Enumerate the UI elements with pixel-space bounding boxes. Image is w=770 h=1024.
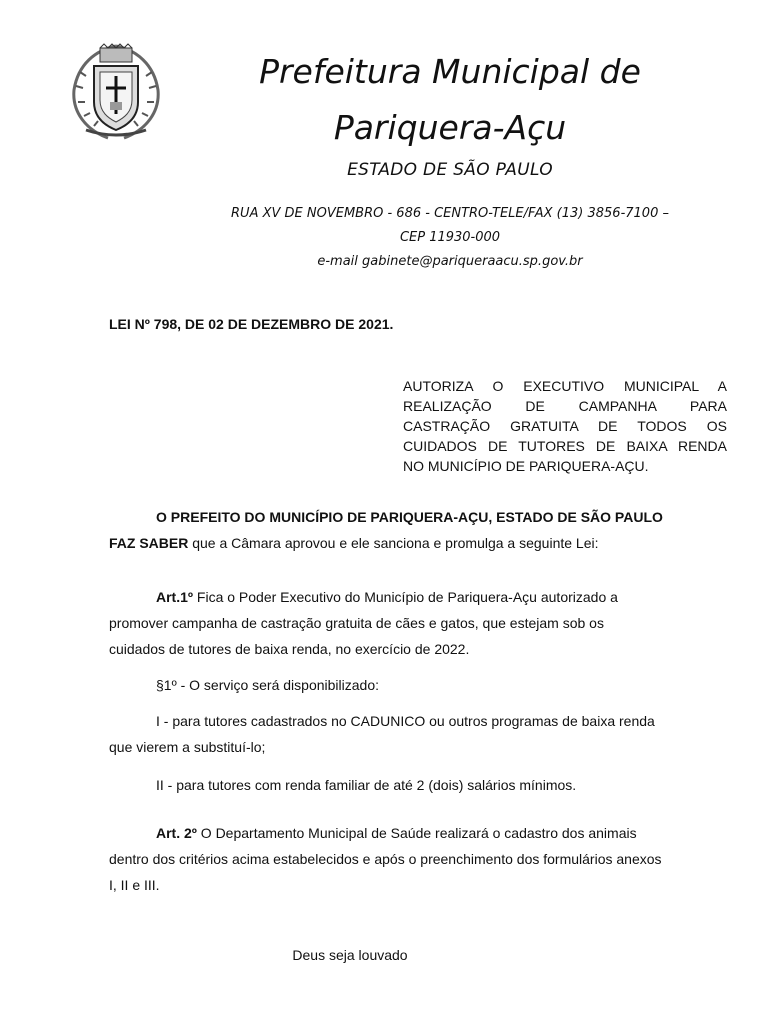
preamble-faz-saber: FAZ SABER <box>109 535 189 551</box>
article-1-line2: promover campanha de castração gratuita de cães e gatos, que estejam sob os <box>109 615 604 631</box>
article-2-line2: dentro dos critérios acima estabelecidos e após o preenchimento dos formulários anexos <box>109 851 662 867</box>
ementa-line: CUIDADOS DE TUTORES DE BAIXA RENDA <box>403 438 727 454</box>
preamble-text: que a Câmara aprovou e ele sanciona e promulga a seguinte Lei: <box>188 535 599 551</box>
article-2 <box>109 820 727 898</box>
inciso-1 <box>109 708 727 760</box>
ementa-line: REALIZAÇÃO DE CAMPANHA PARA <box>403 398 727 414</box>
article-1-label: Art.1º <box>156 589 194 605</box>
law-ementa <box>403 376 727 476</box>
article-2-label: Art. 2º <box>156 825 197 841</box>
ementa-line: NO MUNICÍPIO DE PARIQUERA-AÇU. <box>403 458 649 474</box>
header-address-line2: CEP 11930-000 <box>399 230 501 245</box>
law-title: LEI Nº 798, DE 02 DE DEZEMBRO DE 2021. <box>109 316 394 332</box>
inciso-1-line2: que vierem a substituí-lo; <box>109 739 266 755</box>
header-email: e-mail gabinete@pariqueraacu.sp.gov.br <box>317 254 583 269</box>
inciso-2: II - para tutores com renda familiar de até 2 (dois) salários mínimos. <box>156 777 577 793</box>
preamble <box>109 504 727 556</box>
header-address-line1: RUA XV DE NOVEMBRO - 686 - CENTRO-TELE/FAX (13) 3856-7100 – <box>231 206 669 221</box>
closing-text: Deus seja louvado <box>292 947 408 963</box>
article-1 <box>109 584 727 662</box>
article-1-line3: cuidados de tutores de baixa renda, no exercício de 2022. <box>109 641 470 657</box>
article-1-text: Fica o Poder Executivo do Município de Pariquera-Açu autorizado a <box>193 589 618 605</box>
article-2-line3: I, II e III. <box>109 877 160 893</box>
header-title-line1: Prefeitura Municipal de <box>259 52 641 91</box>
municipal-coat-of-arms-icon <box>66 42 166 142</box>
ementa-line: AUTORIZA O EXECUTIVO MUNICIPAL A <box>403 378 727 394</box>
header-title-line2: Pariquera-Açu <box>333 108 567 147</box>
header-state: ESTADO DE SÃO PAULO <box>347 160 553 180</box>
preamble-bold: O PREFEITO DO MUNICÍPIO DE PARIQUERA-AÇU, ESTADO DE SÃO PAULO <box>156 509 663 525</box>
article-2-text: O Departamento Municipal de Saúde realizará o cadastro dos animais <box>196 825 637 841</box>
ementa-line: CASTRAÇÃO GRATUITA DE TODOS OS <box>403 418 727 434</box>
paragraph-1: §1º - O serviço será disponibilizado: <box>156 677 379 693</box>
inciso-1-line1: I - para tutores cadastrados no CADUNICO ou outros programas de baixa renda <box>156 713 655 729</box>
